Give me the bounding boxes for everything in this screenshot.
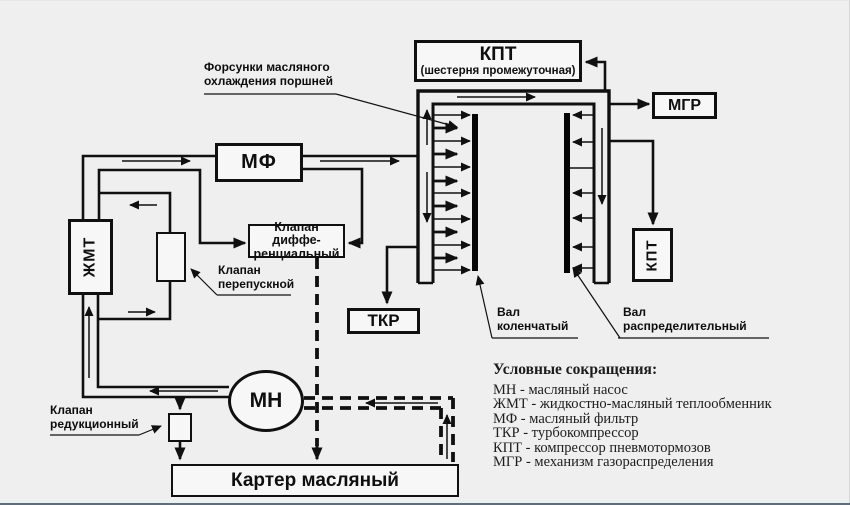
kpt-intermediate-gear-box	[414, 40, 582, 82]
diff-valve-line2: ренциальный	[253, 246, 340, 261]
camshaft-line2: распределительный	[623, 318, 747, 333]
diff-valve-line1: Клапан диффе-	[272, 219, 321, 248]
differential-valve-box	[248, 219, 345, 261]
abbreviations-legend	[493, 361, 772, 469]
crankshaft-annotation	[497, 306, 568, 333]
mgr-label: МГР	[667, 96, 702, 114]
bypass-valve-annotation	[218, 264, 294, 291]
camshaft-line1: Вал	[623, 305, 646, 319]
oil-pump-circle	[228, 370, 304, 432]
legend-item: КПТ - компрессор пневмотормозов	[493, 439, 711, 456]
legend-item: ТКР - турбокомпрессор	[493, 425, 639, 442]
reduction-line1: Клапан	[50, 403, 93, 417]
mn-label: МН	[249, 389, 283, 412]
nozzles-annotation	[204, 61, 333, 88]
crankshaft-line2: коленчатый	[497, 318, 569, 333]
kpt-right-box	[632, 228, 673, 282]
tkr-label: ТКР	[367, 311, 400, 330]
reduction-line2: редукционный	[50, 416, 139, 431]
legend-item: МФ - масляный фильтр	[493, 410, 639, 427]
reduction-valve-annotation	[50, 404, 139, 431]
reduction-valve-body	[168, 413, 192, 442]
kpt-top-subtitle: (шестерня промежуточная)	[420, 64, 576, 77]
oil-filter-box	[215, 143, 303, 182]
kpt-right-label: КПТ	[643, 238, 661, 272]
bypass-valve-body	[156, 232, 186, 282]
crankshaft-line1: Вал	[497, 305, 520, 319]
legend-item: МГР - механизм газораспределения	[493, 454, 714, 471]
bypass-line1: Клапан	[218, 263, 261, 277]
legend-item: ЖМТ - жидкостно-масляный теплообменник	[493, 396, 772, 413]
nozzles-line2: охлаждения поршней	[204, 73, 333, 88]
tkr-box	[347, 308, 420, 334]
camshaft-annotation	[623, 306, 747, 333]
legend-item: МН - масляный насос	[493, 382, 628, 398]
mf-label: МФ	[241, 151, 277, 173]
legend-title: Условные сокращения:	[493, 361, 658, 378]
karter-label: Картер масляный	[231, 469, 399, 491]
engine-gallery-frame	[418, 91, 609, 283]
kpt-top-title: КПТ	[479, 43, 517, 65]
oil-cooler-box	[68, 219, 113, 295]
nozzles-line1: Форсунки масляного	[204, 60, 330, 74]
crankshaft-bar	[472, 114, 478, 271]
dashed-return-lines	[304, 258, 453, 462]
oil-sump-box	[171, 464, 459, 497]
zhmt-label: ЖМТ	[81, 236, 99, 278]
mgr-box	[652, 92, 717, 119]
bypass-line2: перепускной	[218, 276, 295, 291]
camshaft-bar	[564, 113, 570, 273]
